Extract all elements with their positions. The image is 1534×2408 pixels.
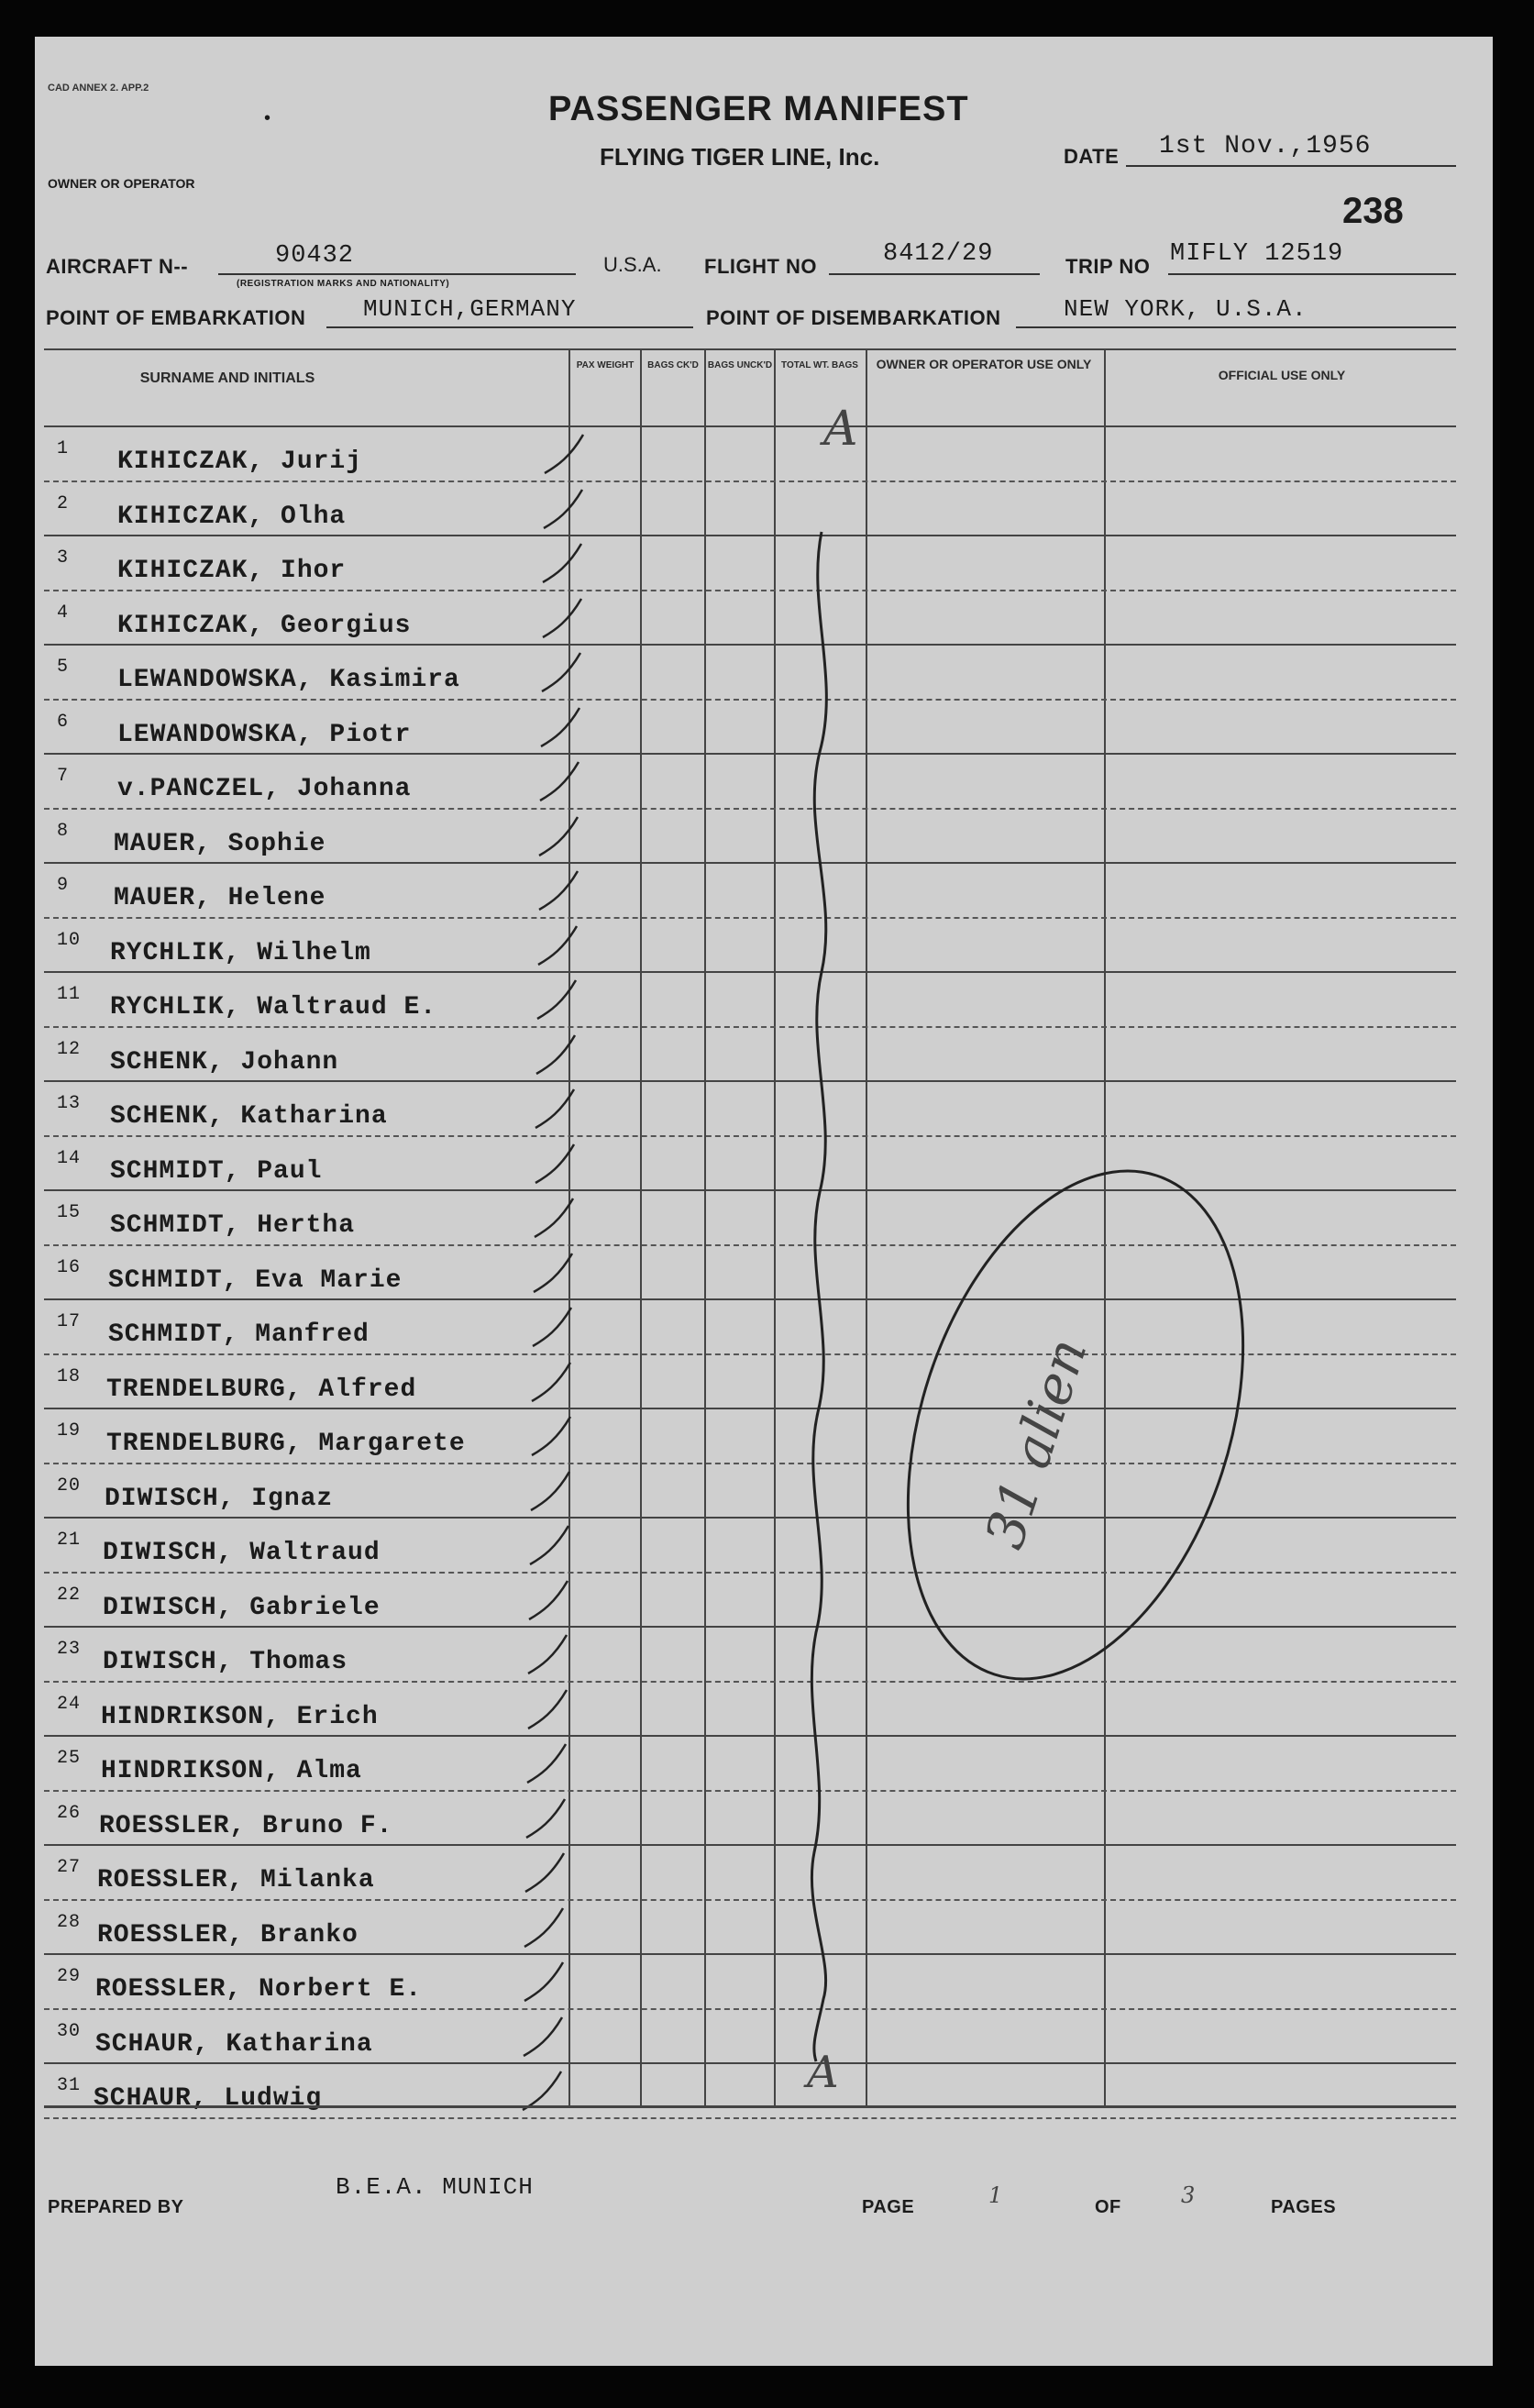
- aircraft-underline: [218, 273, 576, 275]
- owner-operator-label: OWNER OR OPERATOR: [48, 176, 195, 191]
- trip-underline: [1168, 273, 1456, 275]
- row-number: 27: [57, 1857, 82, 1878]
- col-header-bags-ckd: BAGS CK'D: [647, 360, 699, 370]
- page-value: 1: [988, 2182, 1003, 2208]
- passenger-name: SCHENK, Johann: [110, 1047, 339, 1077]
- row-number: 7: [57, 766, 70, 787]
- handwritten-marks: [44, 348, 1456, 2118]
- page-label: PAGE: [862, 2197, 915, 2217]
- passenger-name: TRENDELBURG, Margarete: [106, 1430, 466, 1458]
- row-number: 12: [57, 1038, 82, 1060]
- passenger-name: HINDRIKSON, Alma: [101, 1757, 362, 1785]
- row-number: 18: [57, 1365, 82, 1387]
- passenger-name: SCHMIDT, Eva Marie: [108, 1265, 403, 1295]
- pages-label: PAGES: [1271, 2197, 1337, 2217]
- row-number: 28: [57, 1911, 82, 1933]
- row-number: 10: [57, 929, 82, 951]
- row-number: 9: [57, 875, 70, 896]
- circle-mark: [848, 1128, 1303, 1722]
- passenger-name: SCHENK, Katharina: [110, 1102, 388, 1131]
- row-number: 16: [57, 1256, 82, 1278]
- date-underline: [1126, 165, 1456, 167]
- embarkation-label: POINT OF EMBARKATION: [46, 306, 306, 329]
- row-number: 29: [57, 1966, 82, 1987]
- passenger-name: DIWISCH, Gabriele: [103, 1593, 381, 1622]
- passenger-name: ROESSLER, Norbert E.: [95, 1975, 423, 2004]
- passenger-name: LEWANDOWSKA, Kasimira: [117, 666, 460, 694]
- col-header-owner-use: OWNER OR OPERATOR USE ONLY: [876, 357, 1092, 371]
- row-number: 3: [57, 547, 70, 569]
- document-title: PASSENGER MANIFEST: [548, 90, 969, 128]
- row-number: 21: [57, 1530, 82, 1551]
- date-value: 1st Nov.,1956: [1159, 132, 1372, 160]
- disembarkation-label: POINT OF DISEMBARKATION: [706, 306, 1001, 329]
- row-number: 20: [57, 1475, 82, 1497]
- col-header-total-wt: TOTAL WT. BAGS: [781, 360, 858, 370]
- passenger-name: KIHICZAK, Jurij: [117, 447, 363, 476]
- passenger-name: ROESSLER, Bruno F.: [99, 1811, 393, 1840]
- country-label: U.S.A.: [603, 253, 662, 276]
- row-number: 24: [57, 1693, 82, 1715]
- passenger-name: KIHICZAK, Olha: [117, 502, 347, 531]
- airline-name: FLYING TIGER LINE, Inc.: [600, 143, 880, 171]
- row-number: 13: [57, 1093, 82, 1114]
- page-stamp-number: 238: [1342, 191, 1404, 231]
- row-number: 6: [57, 711, 70, 733]
- passenger-name: MAUER, Helene: [114, 884, 326, 912]
- aircraft-label: AIRCRAFT N--: [46, 255, 189, 278]
- row-number: 11: [57, 984, 82, 1005]
- embarkation-value: MUNICH,GERMANY: [363, 295, 577, 323]
- row-number: 26: [57, 1802, 82, 1824]
- row-number: 30: [57, 2020, 82, 2042]
- passenger-name: HINDRIKSON, Erich: [101, 1702, 379, 1731]
- passenger-name: SCHMIDT, Manfred: [108, 1320, 370, 1349]
- passenger-name: MAUER, Sophie: [114, 829, 326, 858]
- circled-annotation: 31 alien: [973, 1331, 1099, 1556]
- passenger-name: SCHMIDT, Paul: [110, 1156, 323, 1186]
- passenger-name: SCHMIDT, Hertha: [110, 1211, 356, 1240]
- prepared-by-value: B.E.A. MUNICH: [336, 2173, 534, 2201]
- date-label: DATE: [1064, 145, 1120, 168]
- row-number: 25: [57, 1748, 82, 1769]
- passenger-name: DIWISCH, Thomas: [103, 1648, 348, 1676]
- bags-top-mark: A: [823, 402, 858, 457]
- bags-bottom-mark: A: [807, 2047, 839, 2098]
- row-number: 2: [57, 492, 70, 514]
- embarkation-underline: [326, 326, 693, 328]
- manifest-sheet: [35, 37, 1493, 2366]
- aircraft-value: 90432: [275, 242, 355, 270]
- disembarkation-value: NEW YORK, U.S.A.: [1064, 295, 1308, 323]
- row-number: 31: [57, 2075, 82, 2096]
- trip-label: TRIP NO: [1065, 255, 1151, 278]
- row-number: 8: [57, 820, 70, 842]
- passenger-name: KIHICZAK, Ihor: [117, 557, 347, 585]
- row-number: 1: [57, 438, 70, 459]
- row-number: 17: [57, 1311, 82, 1332]
- col-header-pax-weight: PAX WEIGHT: [576, 360, 635, 370]
- row-number: 23: [57, 1639, 82, 1660]
- passenger-name: DIWISCH, Ignaz: [105, 1484, 334, 1513]
- row-number: 22: [57, 1584, 82, 1606]
- row-number: 19: [57, 1420, 82, 1441]
- form-code: CAD ANNEX 2. APP.2: [48, 83, 149, 94]
- of-value: 3: [1181, 2182, 1196, 2208]
- row-number: 14: [57, 1147, 82, 1169]
- flight-value: 8412/29: [883, 240, 994, 268]
- trip-value: MIFLY 12519: [1170, 240, 1344, 268]
- flight-underline: [829, 273, 1040, 275]
- passenger-name: RYCHLIK, Waltraud E.: [110, 993, 437, 1022]
- ink-speck: •: [264, 108, 271, 128]
- col-header-surname: SURNAME AND INITIALS: [139, 370, 315, 386]
- passenger-name: LEWANDOWSKA, Piotr: [117, 720, 412, 749]
- passenger-name: ROESSLER, Milanka: [97, 1866, 375, 1894]
- disembarkation-underline: [1016, 326, 1456, 328]
- passenger-name: TRENDELBURG, Alfred: [106, 1375, 417, 1404]
- prepared-by-label: PREPARED BY: [48, 2197, 184, 2217]
- col-header-official-use: OFFICIAL USE ONLY: [1218, 368, 1346, 382]
- flight-label: FLIGHT NO: [704, 255, 818, 278]
- passenger-name: ROESSLER, Branko: [97, 1920, 359, 1950]
- registration-note: (REGISTRATION MARKS AND NATIONALITY): [237, 279, 450, 289]
- passenger-name: RYCHLIK, Wilhelm: [110, 938, 371, 967]
- of-label: OF: [1095, 2197, 1121, 2217]
- passenger-name: v.PANCZEL, Johanna: [117, 775, 412, 803]
- passenger-name: KIHICZAK, Georgius: [117, 611, 412, 640]
- row-number: 5: [57, 657, 70, 678]
- row-number: 15: [57, 1202, 82, 1223]
- passenger-name: SCHAUR, Katharina: [95, 2029, 373, 2059]
- row-number: 4: [57, 602, 70, 624]
- passenger-name: SCHAUR, Ludwig: [94, 2084, 323, 2113]
- passenger-name: DIWISCH, Waltraud: [103, 1539, 381, 1567]
- col-header-bags-unckd: BAGS UNCK'D: [707, 360, 773, 370]
- ditto-line: [811, 532, 826, 2061]
